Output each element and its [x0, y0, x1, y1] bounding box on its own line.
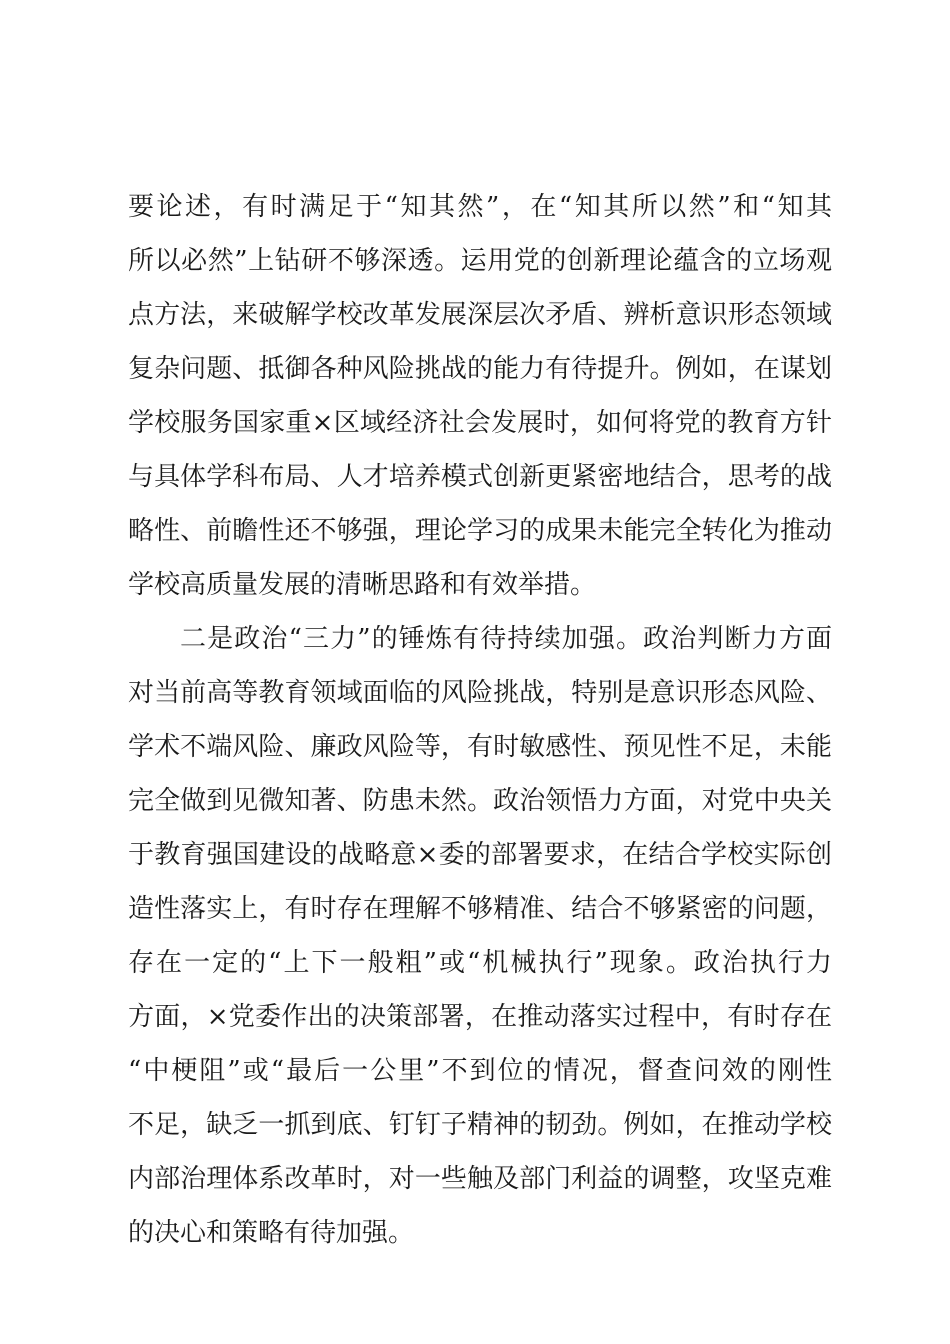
body-line: 内部治理体系改革时，对一些触及部门利益的调整，攻坚克难 [128, 1164, 832, 1194]
body-line: 与具体学科布局、人才培养模式创新更紧密地结合，思考的战 [128, 462, 832, 492]
body-line: 学校服务国家重×区域经济社会发展时，如何将党的教育方针 [128, 408, 832, 438]
body-line: 完全做到见微知著、防患未然。政治领悟力方面，对党中央关 [128, 786, 832, 816]
body-line: “中梗阻”或“最后一公里”不到位的情况，督查问效的刚性 [128, 1056, 832, 1086]
body-line: 对当前高等教育领域面临的风险挑战，特别是意识形态风险、 [128, 678, 832, 708]
body-line: 的决心和策略有待加强。 [128, 1218, 415, 1248]
paragraph-first-line: 二是政治“三力”的锤炼有待持续加强。政治判断力方面 [180, 624, 832, 654]
body-line: 于教育强国建设的战略意×委的部署要求，在结合学校实际创 [128, 840, 832, 870]
body-line: 所以必然”上钻研不够深透。运用党的创新理论蕴含的立场观 [128, 246, 832, 276]
body-line: 学校高质量发展的清晰思路和有效举措。 [128, 570, 597, 600]
body-line: 复杂问题、抵御各种风险挑战的能力有待提升。例如，在谋划 [128, 354, 832, 384]
body-line: 不足，缺乏一抓到底、钉钉子精神的韧劲。例如，在推动学校 [128, 1110, 832, 1140]
body-line: 点方法，来破解学校改革发展深层次矛盾、辨析意识形态领域 [128, 300, 832, 330]
body-line: 要论述，有时满足于“知其然”，在“知其所以然”和“知其 [128, 192, 832, 222]
body-line: 方面，×党委作出的决策部署，在推动落实过程中，有时存在 [128, 1002, 832, 1032]
document-body [128, 180, 832, 1260]
body-line: 存在一定的“上下一般粗”或“机械执行”现象。政治执行力 [128, 948, 832, 978]
body-line: 略性、前瞻性还不够强，理论学习的成果未能完全转化为推动 [128, 516, 832, 546]
body-line: 学术不端风险、廉政风险等，有时敏感性、预见性不足，未能 [128, 732, 832, 762]
body-line: 造性落实上，有时存在理解不够精准、结合不够紧密的问题， [128, 894, 832, 924]
